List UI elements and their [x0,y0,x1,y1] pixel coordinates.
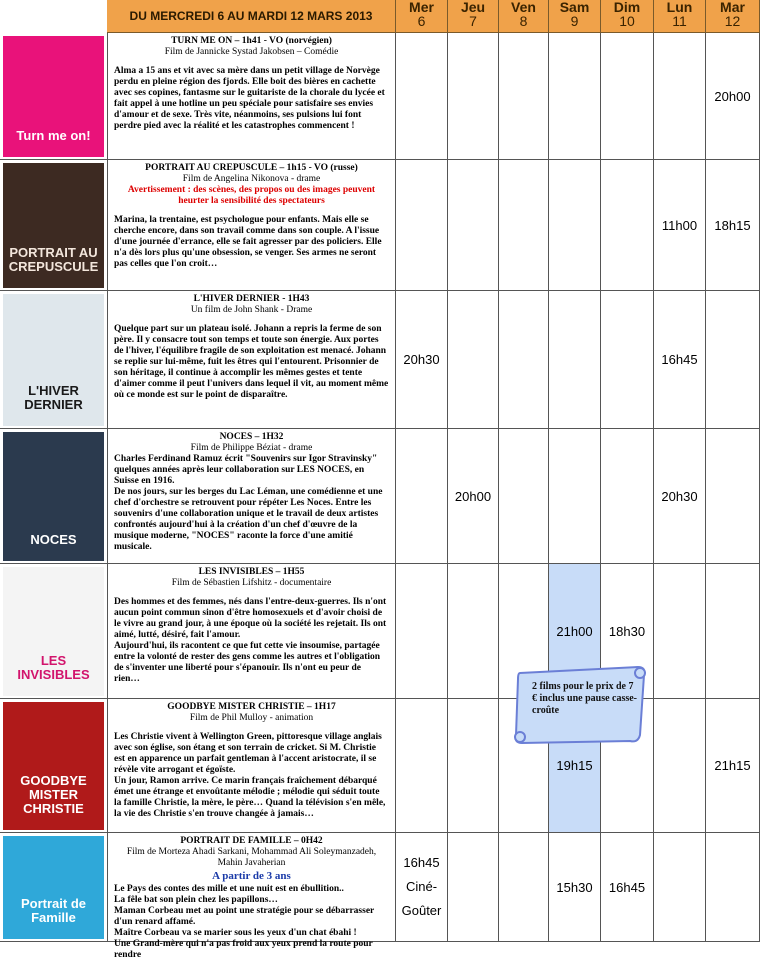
film-poster [3,432,104,561]
film-credit: Film de Phil Mulloy - animation [189,713,314,723]
poster-title: GOODBYE MISTER CHRISTIE [20,773,87,816]
header-blank [0,0,107,33]
film-description [107,429,396,563]
showtime-cell: 15h30 [549,833,601,941]
day-name: Dim [613,0,641,15]
showtime-cell [601,33,654,159]
showtime-cell [448,291,499,428]
film-synopsis: Quelque part sur un plateau isolé. Johann a repris la ferme de son père. Il y consacre tout son temps et toute son énergie. Aux portes de l'hiver, l'équilibre fragile de son exploitation est menacé. Johann se replie sur lui-même, fuit les êtres qui l'entourent. Prisonnier de son héritage, il continue à accomplir les mêmes gestes et tente d'aimer comme il peut l'univers dans lequel il vit, au moment même où ce monde est sur le point de disparaître. [114,324,389,400]
film-synopsis: Une Grand-mère qui n'a pas froid aux yeux prend la route pour rendre [114,939,373,960]
showtime-cell [706,564,760,698]
day-name: Mar [720,0,745,15]
showtime-cell [706,833,760,941]
day-number: 9 [570,13,579,29]
film-row [0,160,760,291]
film-credit: Film de Morteza Ahadi Sarkani, Mohammad Ali Soleymanzadeh, Mahin Javaherian [126,847,377,868]
film-poster [3,567,104,696]
day-header-dim [601,0,654,33]
film-synopsis: Maître Corbeau va se marier sous les yeux d'un chat ébahi ! [114,928,357,938]
film-poster [3,36,104,157]
day-header-lun [654,0,706,33]
showtime-cell [396,33,448,159]
showtime-cell: 18h30 [601,564,654,698]
showtime-cell [499,833,549,941]
film-poster [3,163,104,288]
day-name: Ven [511,0,536,15]
showtime-label: 16h45 [403,855,440,870]
showtime-cell: 11h00 [654,160,706,290]
showtime-cell [448,160,499,290]
day-number: 8 [519,13,528,29]
film-credit: Film de Philippe Béziat - drame [190,443,313,453]
poster-title: Portrait de Famille [20,896,86,925]
film-title: PORTRAIT AU CREPUSCULE – 1h15 - VO (russe) [145,163,358,173]
film-synopsis: Le Pays des contes des mille et une nuit est en ébullition.. [114,884,344,894]
day-number: 11 [672,13,687,29]
showtime-cell [706,291,760,428]
day-number: 7 [469,13,477,29]
film-warning: Avertissement : des scènes, des propos ou des images peuvent heurter la sensibilité des spectateurs [127,185,376,206]
showtime-cell [499,33,549,159]
film-synopsis: Charles Ferdinand Ramuz écrit "Souvenirs sur Igor Stravinsky" quelques années après leur collaboration sur LES NOCES, en Suisse en 1916. [114,454,378,486]
film-synopsis: Les Christie vivent à Wellington Green, pittoresque village anglais avec son église, son étang et son terrain de cricket. Si M. Christie est en apparence un parfait gentleman à l'accent aristocrate, il se révèle vite arrogant et égoïste. [114,732,382,775]
day-header-ven [499,0,549,33]
film-synopsis: La fêle bat son plein chez les papillons… [114,895,278,905]
film-row [0,33,760,160]
day-name: Sam [559,0,590,15]
film-synopsis: Aujourd'hui, ils racontent ce que fut cette vie insoumise, partagée entre la volonté de rester des gens comme les autres et l'obligation de s'inventer une liberté pour s'épanouir. Ils n'ont eu peur de rien… [114,641,381,684]
showtime-cell [654,33,706,159]
film-poster [3,836,104,939]
film-synopsis: Maman Corbeau met au point une stratégie pour se débarrasser d'un renard affamé. [114,906,375,927]
film-row [0,699,760,833]
film-title: PORTRAIT DE FAMILLE – 0H42 [180,836,323,846]
film-title: LES INVISIBLES – 1H55 [198,567,305,577]
film-title: L'HIVER DERNIER - 1H43 [193,294,310,304]
day-header-sam [549,0,601,33]
showtime-cell: 18h15 [706,160,760,290]
day-name: Mer [409,0,434,15]
showtime-cell [601,291,654,428]
showtime-cell: 19h15 [549,699,601,832]
showtime-cell [448,699,499,832]
showtime-cell [654,699,706,832]
showtime-cell [601,160,654,290]
day-number: 10 [619,13,635,29]
film-description [107,833,396,960]
film-credit: Film de Angelina Nikonova - drame [182,174,321,184]
showtime-cell [448,33,499,159]
promo-text: 2 films pour le prix de 7 € inclus une pause casse-croûte [532,681,638,716]
day-header-jeu [448,0,499,33]
poster-title: LES INVISIBLES [17,653,90,682]
poster-title: PORTRAIT AU CREPUSCULE [8,245,99,274]
day-name: Lun [666,0,693,15]
showtime-cell [549,291,601,428]
poster-title: NOCES [30,532,77,547]
age-label: A partir de 3 ans [212,870,291,882]
showtime-cell: 16h45 [601,833,654,941]
showtime-cell [396,429,448,563]
poster-title: Turn me on! [16,128,91,143]
showtime-cell [396,564,448,698]
showtime-cell [499,429,549,563]
film-credit: Un film de John Shank - Drame [190,305,313,315]
poster-title: L'HIVER DERNIER [24,383,83,412]
day-header-mer [396,0,448,33]
showtime-cell: 21h00 [549,564,601,698]
showtime-cell [396,160,448,290]
film-row [0,429,760,564]
film-synopsis: Des hommes et des femmes, nés dans l'entre-deux-guerres. Ils n'ont aucun point commun sinon d'être homosexuels et d'avoir choisi de le vivre au grand jour, à une époque où la société les rejetait. Ils ont aimé, lutté, désiré, fait l'amour. [114,597,387,640]
showtime-cell: 16h45 [654,291,706,428]
showtime-cell [549,429,601,563]
film-row [0,833,760,960]
film-description [107,160,396,290]
showtime-cell: 21h15 [706,699,760,832]
film-description [107,699,396,832]
film-poster [3,294,104,426]
film-row [0,564,760,699]
showtime-cell [601,429,654,563]
showtime-label: Goûter [401,903,442,918]
showtime-cell [706,429,760,563]
day-name: Jeu [460,0,486,15]
film-title: NOCES – 1H32 [219,432,284,442]
film-poster [3,702,104,830]
day-number: 12 [724,13,741,29]
showtime-cell [448,564,499,698]
film-description [107,33,396,159]
film-description [107,291,396,428]
film-title: TURN ME ON – 1h41 - VO (norvégien) [171,36,332,46]
showtime-cell [499,291,549,428]
film-synopsis: Marina, la trentaine, est psychologue pour enfants. Mais elle se cherche encore, dans son travail comme dans son couple. A l'issue d'une journée d'errance, elle se fait agresser par des policiers. Elle n'a dès lors plus qu'une obsession, se venger. Ses armes ne seront pas celles que l'on croit… [114,215,382,269]
film-credit: Film de Sébastien Lifshitz - documentaire [171,578,332,588]
showtime-cell [549,33,601,159]
film-description [107,564,396,698]
showtime-cell [654,833,706,941]
schedule-title: DU MERCREDI 6 AU MARDI 12 MARS 2013 [107,0,396,33]
showtime-cell [549,160,601,290]
film-synopsis: De nos jours, sur les berges du Lac Léman, une comédienne et une chef d'orchestre se retrouvent pour répéter Les Noces. Entre les souvenirs d'une collaboration unique et le travail de deux artistes confrontés aujourd'hui à la création d'un chef d'œuvre de la musique moderne, "NOCES" raconte la force d'une amitié musicale. [114,487,383,552]
showtime-cell: 20h00 [448,429,499,563]
showtime-cell [499,160,549,290]
film-credit: Film de Jannicke Systad Jakobsen – Comédie [164,47,339,57]
showtime-label: Ciné- [405,879,438,894]
showtime-cell: 20h30 [654,429,706,563]
showtime-cell [448,833,499,941]
film-synopsis: Alma a 15 ans et vit avec sa mère dans un petit village de Norvège perdu en pleine région des fjords. Elle boit des bières en cachette avec ses copines, fantasme sur le guitariste de la chorale du lycée et fait appel à une hotline un peu spéciale pour satisfaire ses envies d'amour et de sexe. Très vite, néanmoins, ses pulsions lui font perdre pied avec la réalité et les catastrophes commencent ! [114,66,385,131]
showtime-cell: 20h30 [396,291,448,428]
showtime-cell [654,564,706,698]
showtime-cell [396,833,448,941]
showtime-cell [396,699,448,832]
day-number: 6 [417,13,426,29]
day-header-mar [706,0,760,33]
film-title: GOODBYE MISTER CHRISTIE – 1H17 [167,702,336,712]
showtime-cell: 20h00 [706,33,760,159]
film-row [0,291,760,429]
film-synopsis: Un jour, Ramon arrive. Ce marin français fraîchement débarqué émet une étrange et envoûtante mélodie ; mélodie qui séduit toute la famille Christie, la mère, le père… Quand la télévision s'en mêle, la vie des Christie s'en trouve changée à jamais… [114,776,386,819]
